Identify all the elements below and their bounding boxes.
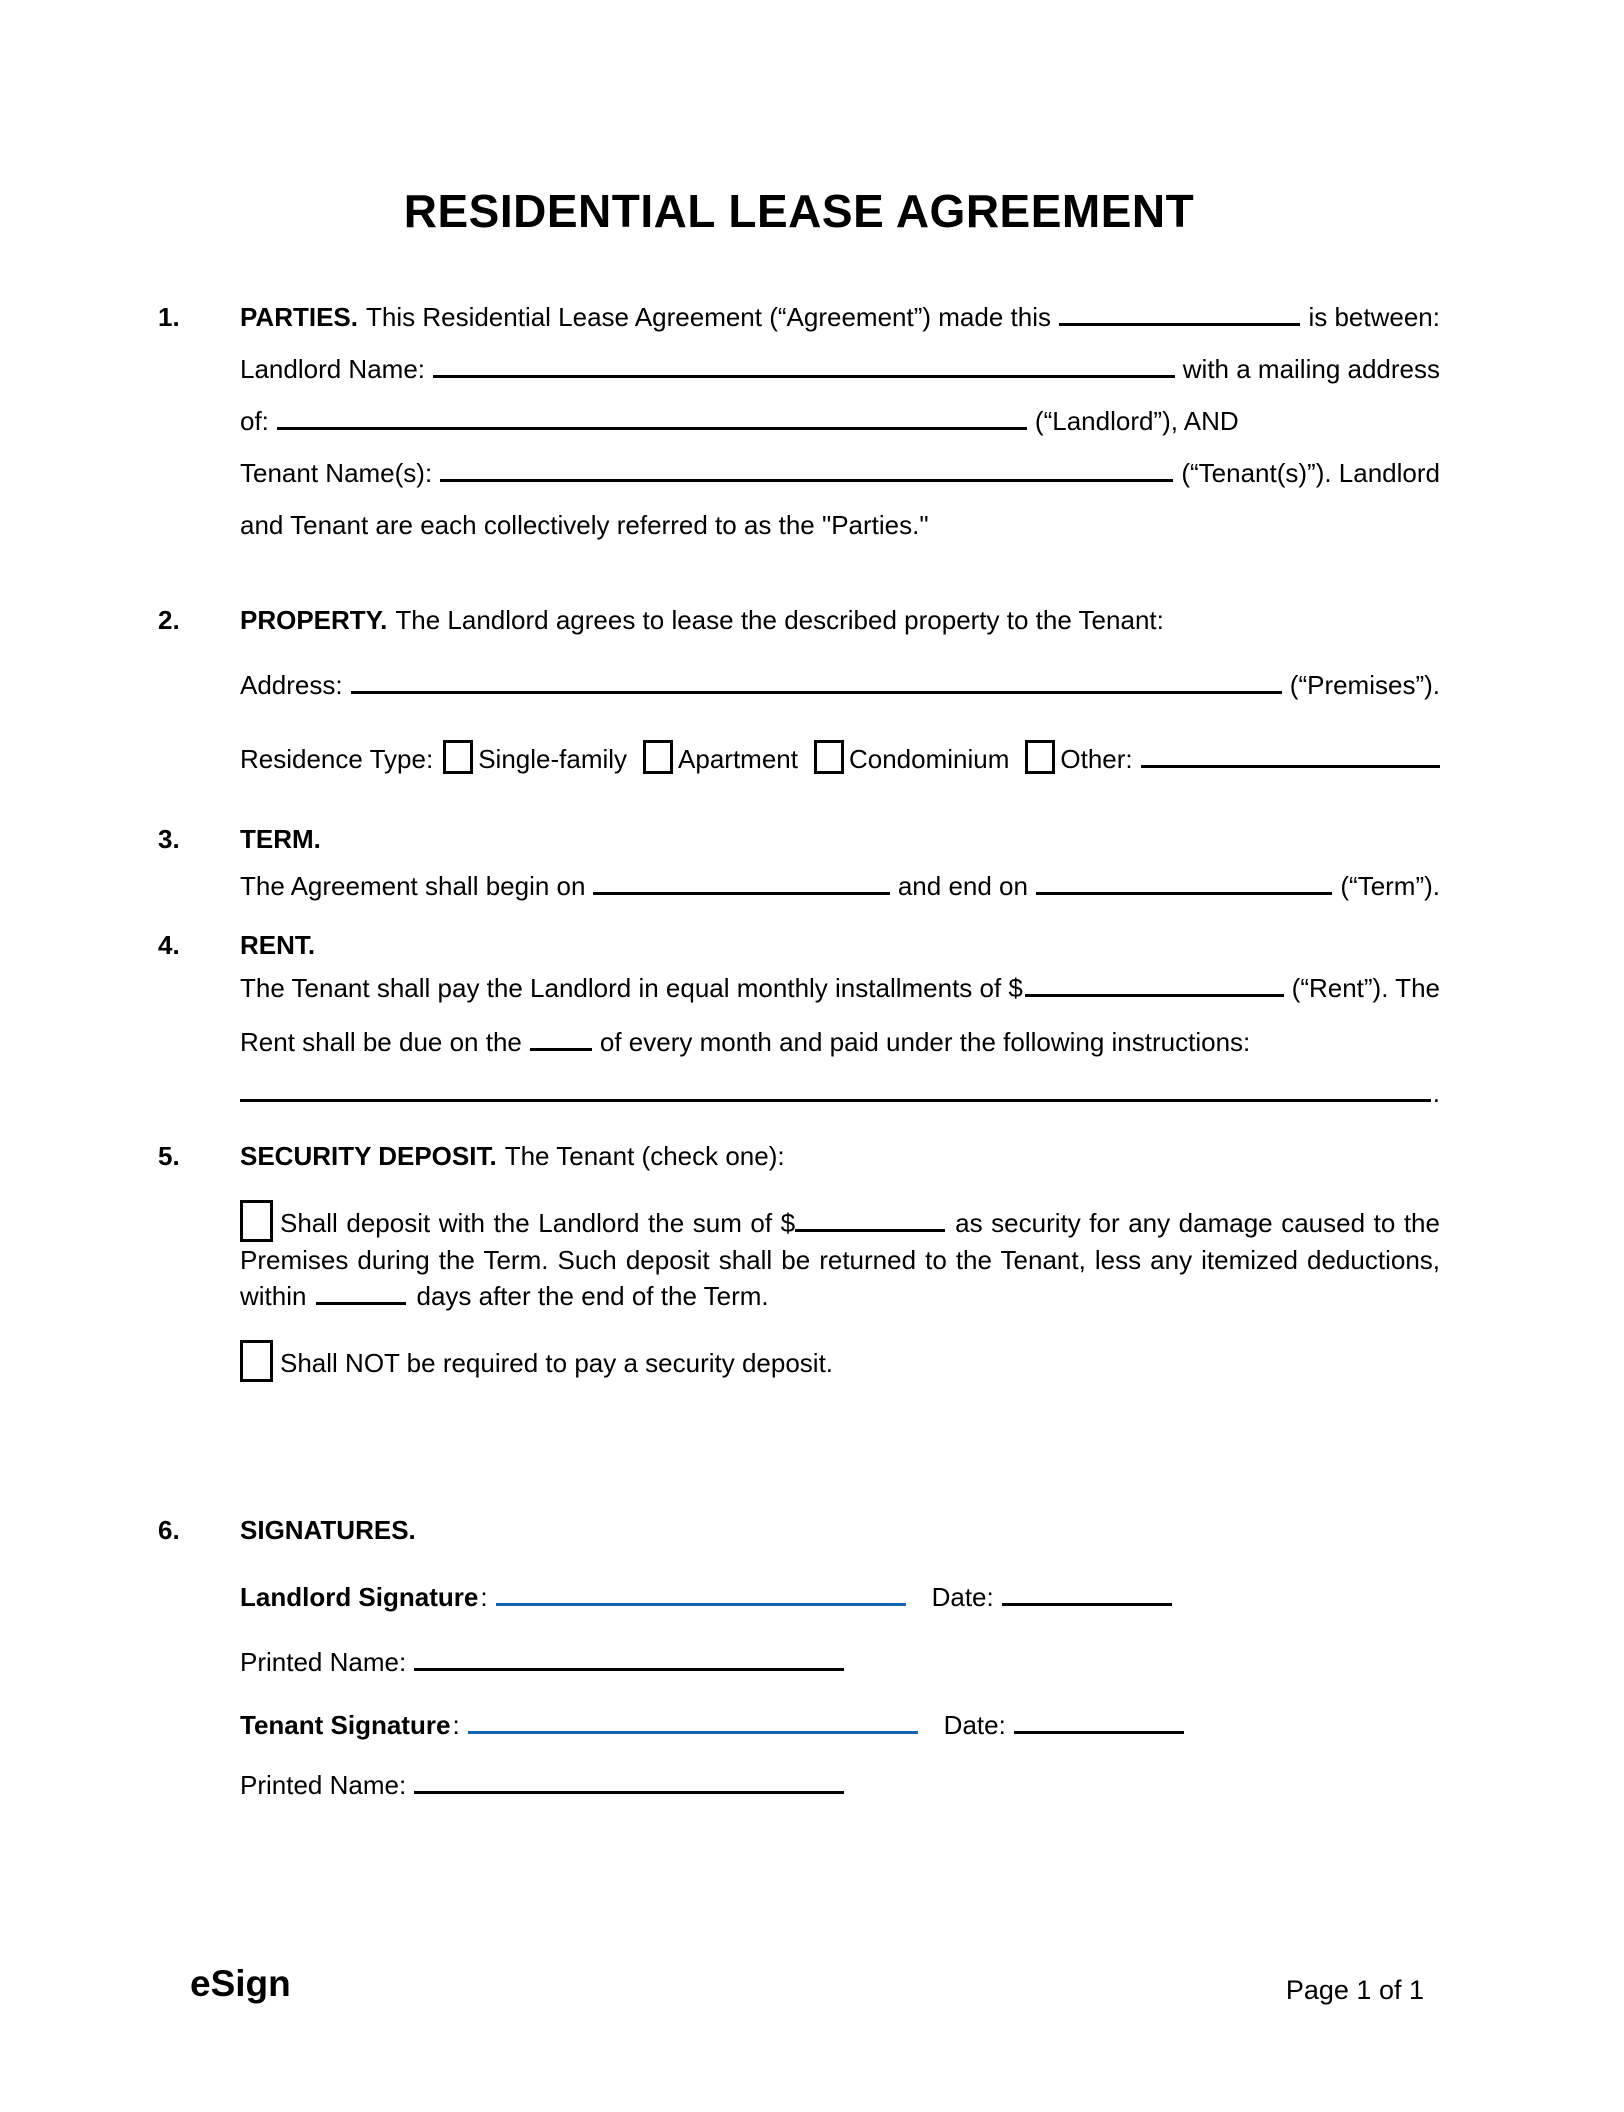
tenant-printed-name-label: Printed Name:	[240, 1770, 407, 1800]
condominium-label: Condominium	[848, 744, 1010, 774]
agreement-date-blank[interactable]	[1059, 321, 1300, 326]
tenant-names-blank[interactable]	[440, 477, 1173, 482]
deposit-option-required	[240, 1200, 1440, 1314]
section-heading: TERM.	[240, 824, 321, 854]
landlord-signature-label: Landlord Signature	[240, 1582, 479, 1612]
esign-logo: eSign	[190, 1963, 291, 2004]
section-parties	[158, 301, 1440, 542]
deposit-required-checkbox[interactable]	[240, 1200, 273, 1242]
payment-instructions-blank[interactable]	[240, 1097, 1431, 1102]
section-number: 6.	[158, 1515, 180, 1545]
section-security-deposit	[158, 1140, 1440, 1382]
page-indicator: Page 1 of 1	[1285, 1975, 1424, 2005]
no-deposit-checkbox[interactable]	[240, 1340, 273, 1382]
landlord-name-suffix-text: with a mailing address	[1182, 354, 1440, 384]
section-number: 1.	[158, 302, 180, 332]
deposit-option-not-required	[240, 1340, 1440, 1382]
document-title: RESIDENTIAL LEASE AGREEMENT	[403, 185, 1195, 237]
section-heading: PARTIES.	[240, 302, 358, 332]
term-begin-text: The Agreement shall begin on	[240, 871, 586, 901]
apartment-checkbox[interactable]	[643, 740, 673, 774]
section-heading: RENT.	[240, 930, 316, 960]
condominium-checkbox[interactable]	[814, 740, 844, 774]
landlord-name-blank[interactable]	[433, 373, 1175, 378]
rent-instructions-text: of every month and paid under the following instructions:	[599, 1027, 1251, 1057]
tenant-names-label: Tenant Name(s):	[240, 458, 433, 488]
single-family-checkbox[interactable]	[443, 740, 473, 774]
term-start-date-blank[interactable]	[593, 890, 889, 895]
deposit-return-days-blank[interactable]	[316, 1300, 406, 1305]
rent-period-text: .	[1432, 1078, 1440, 1108]
section-heading: PROPERTY.	[240, 605, 388, 635]
section-number: 3.	[158, 824, 180, 854]
premises-designation-text: (“Premises”).	[1289, 670, 1440, 700]
single-family-label: Single-family	[478, 744, 628, 774]
apartment-label: Apartment	[678, 744, 798, 774]
mailing-address-label: of:	[240, 406, 269, 436]
other-residence-label: Other:	[1060, 744, 1133, 774]
tenant-printed-name-blank[interactable]	[414, 1789, 844, 1794]
tenant-signature-label: Tenant Signature	[240, 1710, 451, 1740]
rent-designation-text: (“Rent”). The	[1291, 973, 1440, 1003]
section-rent	[158, 929, 1440, 1110]
section-term	[158, 823, 1440, 903]
property-address-label: Address:	[240, 670, 343, 700]
deposit-option1-start-text: Shall deposit with the Landlord the sum of $	[280, 1208, 796, 1238]
deposit-option1-middle-text: as security for any damage caused to the Premises during the Term. Such deposit shall be returned to the Tenant, less any itemized deductions, within	[240, 1208, 1440, 1311]
tenant-date-label: Date:	[943, 1710, 1006, 1740]
section-number: 2.	[158, 605, 180, 635]
term-designation-text: (“Term”).	[1340, 871, 1441, 901]
landlord-printed-name-blank[interactable]	[414, 1666, 844, 1671]
landlord-printed-name-label: Printed Name:	[240, 1647, 407, 1677]
property-address-blank[interactable]	[351, 689, 1282, 694]
property-intro-text: The Landlord agrees to lease the described property to the Tenant:	[395, 605, 1164, 635]
landlord-address-blank[interactable]	[277, 425, 1027, 430]
rent-due-text: Rent shall be due on the	[240, 1027, 522, 1057]
parties-closing-text: and Tenant are each collectively referred to as the "Parties."	[240, 510, 929, 540]
deposit-intro-text: The Tenant (check one):	[504, 1141, 785, 1171]
section-number: 5.	[158, 1141, 180, 1171]
landlord-date-blank[interactable]	[1002, 1601, 1172, 1606]
rent-due-day-blank[interactable]	[530, 1046, 592, 1051]
parties-intro-text: This Residential Lease Agreement (“Agreement”) made this	[365, 302, 1051, 332]
rent-amount-blank[interactable]	[1025, 992, 1284, 997]
other-residence-blank[interactable]	[1141, 763, 1440, 768]
section-heading: SECURITY DEPOSIT.	[240, 1141, 497, 1171]
tenant-date-blank[interactable]	[1014, 1729, 1184, 1734]
deposit-amount-blank[interactable]	[795, 1227, 945, 1232]
deposit-option2-text: Shall NOT be required to pay a security deposit.	[280, 1348, 834, 1378]
landlord-name-label: Landlord Name:	[240, 354, 425, 384]
landlord-designation-text: (“Landlord”), AND	[1034, 406, 1239, 436]
other-residence-checkbox[interactable]	[1025, 740, 1055, 774]
rent-amount-text: The Tenant shall pay the Landlord in equal monthly installments of $	[240, 973, 1023, 1003]
section-signatures	[158, 1514, 1440, 1802]
residence-type-label: Residence Type:	[240, 744, 434, 774]
section-property	[158, 604, 1440, 776]
landlord-signature-colon: :	[480, 1582, 488, 1612]
tenant-designation-text: (“Tenant(s)”). Landlord	[1181, 458, 1440, 488]
landlord-date-label: Date:	[931, 1582, 994, 1612]
landlord-signature-field[interactable]	[496, 1601, 906, 1606]
deposit-option1-end-text: days after the end of the Term.	[416, 1281, 769, 1311]
tenant-signature-colon: :	[452, 1710, 460, 1740]
term-middle-text: and end on	[897, 871, 1028, 901]
tenant-signature-field[interactable]	[468, 1729, 918, 1734]
section-number: 4.	[158, 930, 180, 960]
term-end-date-blank[interactable]	[1036, 890, 1332, 895]
section-heading: SIGNATURES.	[240, 1515, 416, 1545]
parties-intro-end-text: is between:	[1308, 302, 1440, 332]
